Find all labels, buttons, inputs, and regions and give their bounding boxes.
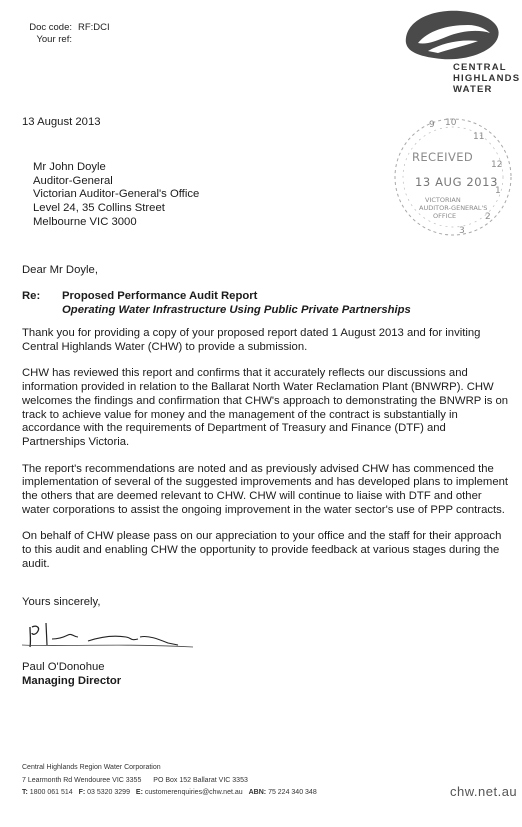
logo-line-1: CENTRAL — [453, 62, 507, 73]
subject-subtitle: Operating Water Infrastructure Using Public Private Partnerships — [62, 303, 411, 316]
letter-date: 13 August 2013 — [22, 116, 101, 128]
signer-block — [22, 661, 121, 688]
stamp-hour-mark: 10 — [445, 118, 457, 128]
footer-address-line — [22, 775, 422, 788]
address-line: Mr John Doyle — [33, 161, 106, 173]
stamp-line-3: OFFICE — [433, 212, 457, 220]
subject-title: Proposed Performance Audit Report — [62, 290, 258, 302]
body-paragraph: CHW has reviewed this report and confirms that it accurately reflects our discussions and information provided in relation to the Ballarat North Water Reclamation Plant (BNWRP). CHW welcomes the findings and confirmation that CHW's approach to demonstrating the BNWRP is on track to achieve value for money and the management of the contract is substantially in accordance with the requirements of Department of Treasury and Finance (DTF) and Partnerships Victoria. — [22, 367, 509, 448]
stamp-hour-mark: 11 — [473, 132, 485, 142]
footer-fax: 03 5320 3299 — [87, 789, 130, 796]
footer-website: chw.net.au — [450, 784, 518, 799]
footer-org: Central Highlands Region Water Corporation — [22, 764, 161, 771]
footer-abn-label: ABN: — [248, 789, 267, 796]
logo-line-2: HIGHLANDS — [453, 73, 521, 84]
footer-f-label: F: — [78, 789, 86, 796]
footer-email: customerenquiries@chw.net.au — [144, 789, 243, 796]
body-paragraph: Thank you for providing a copy of your proposed report dated 1 August 2013 and for inviting Central Highlands Water (CHW) to provide a submission. — [22, 327, 481, 353]
stamp-line-2: AUDITOR-GENERAL'S — [419, 204, 488, 212]
company-logo — [398, 5, 521, 100]
doc-code-value: RF:DCI — [78, 22, 110, 33]
your-ref-label: Your ref: — [36, 34, 72, 45]
letter-body — [22, 327, 510, 572]
subject-label: Re: — [22, 290, 41, 302]
address-line: Auditor-General — [33, 174, 113, 187]
stamp-date: 13 AUG 2013 — [415, 175, 499, 189]
stamp-hour-mark: 2 — [485, 212, 491, 222]
stamp-hour-mark: 3 — [459, 226, 465, 236]
logo-emblem-icon — [398, 5, 508, 65]
footer-t-label: T: — [22, 789, 28, 796]
salutation: Dear Mr Doyle, — [22, 264, 98, 276]
footer-contact-line — [22, 787, 422, 800]
subject-block — [22, 290, 502, 317]
body-paragraph: The report's recommendations are noted and as previously advised CHW has commenced the implementation of several of the suggested improvements and has developed plans to implement the others that are deemed relevant to CHW. CHW will continue to liaise with DTF and other water corporations to assist the ongoing improvement in the water sector's use of PPP contracts. — [22, 462, 509, 516]
footer-abn: 75 224 340 348 — [268, 789, 317, 796]
address-line: Level 24, 35 Collins Street — [33, 202, 165, 215]
footer-address: 7 Learmonth Rd Wendouree VIC 3355 — [22, 776, 142, 784]
closing: Yours sincerely, — [22, 596, 101, 608]
recipient-address — [33, 161, 199, 230]
footer-e-label: E: — [135, 789, 143, 796]
footer-phone: 1800 061 514 — [29, 789, 73, 796]
stamp-hour-mark: 9 — [429, 120, 435, 130]
stamp-hour-mark: 1 — [495, 186, 501, 196]
stamp-received-label: RECEIVED — [412, 150, 474, 164]
page-footer — [22, 762, 422, 800]
doc-meta — [22, 22, 110, 46]
doc-code-label: Doc code: — [29, 22, 72, 33]
stamp-line-1: VICTORIAN — [425, 196, 461, 204]
signer-name: Paul O'Donohue — [22, 661, 105, 673]
stamp-hour-mark: 12 — [491, 160, 503, 170]
logo-line-3: WATER — [453, 84, 493, 95]
footer-po-box: PO Box 152 Ballarat VIC 3353 — [153, 776, 248, 784]
signer-title: Managing Director — [22, 674, 122, 687]
received-stamp — [385, 112, 515, 242]
address-line: Victorian Auditor-General's Office — [33, 188, 200, 201]
address-line: Melbourne VIC 3000 — [33, 215, 137, 228]
signature — [18, 615, 198, 655]
body-paragraph: On behalf of CHW please pass on our appreciation to your office and the staff for their approach to this audit and enabling CHW the opportunity to provide feedback at various stages during the audit. — [22, 530, 502, 570]
